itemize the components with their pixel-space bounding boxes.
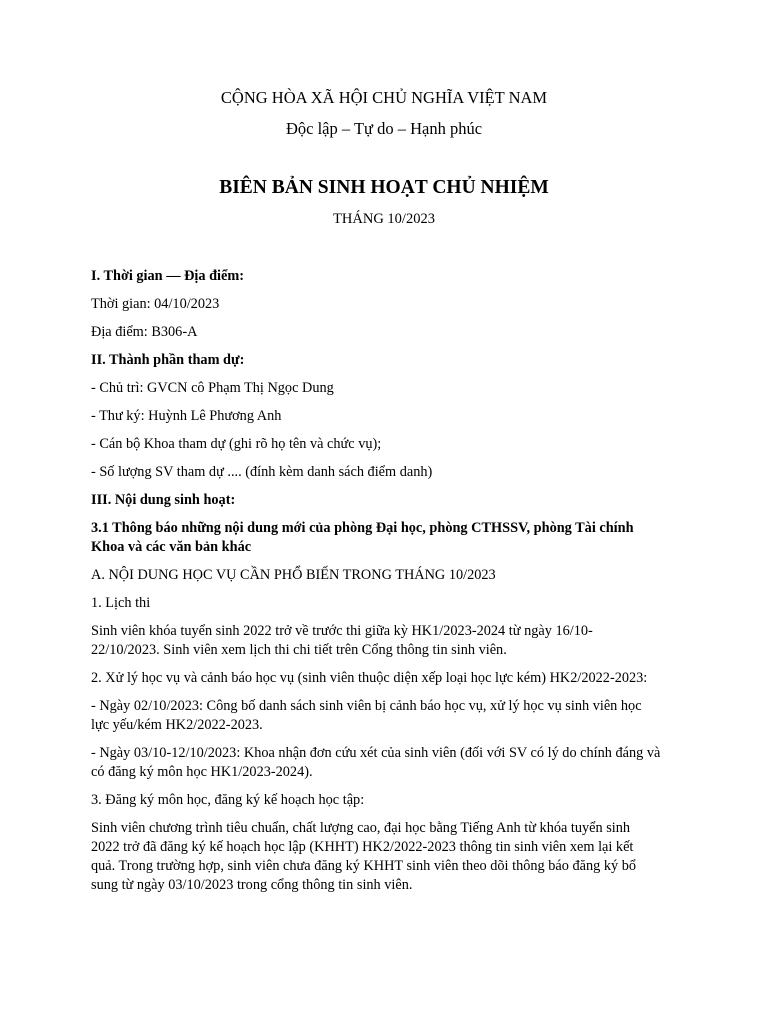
item-1-text: Sinh viên khóa tuyển sinh 2022 trở về trước thi giữa kỳ HK1/2023-2024 từ ngày 16/10-22/10/2023. Sinh viên xem lịch thi chi tiết trên Cổng thông tin sinh viên. <box>91 623 593 658</box>
attendee-chair: - Chủ trì: GVCN cô Phạm Thị Ngọc Dung <box>91 380 334 396</box>
item-2-point-a: - Ngày 02/10/2023: Công bố danh sách sinh viên bị cảnh báo học vụ, xử lý học vụ sinh viên học lực yếu/kém HK2/2022-2023. <box>91 698 642 733</box>
item-2-title: 2. Xử lý học vụ và cảnh báo học vụ (sinh viên thuộc diện xếp loại học lực kém) HK2/2022-2023: <box>91 670 648 686</box>
item-2-point-b: - Ngày 03/10-12/10/2023: Khoa nhận đơn cứu xét của sinh viên (đối với SV có lý do chính đáng và có đăng ký môn học HK1/2023-2024). <box>91 745 661 780</box>
national-title: CỘNG HÒA XÃ HỘI CHỦ NGHĨA VIỆT NAM <box>220 88 548 107</box>
document-body <box>91 267 661 904</box>
subsection-3-1-heading: 3.1 Thông báo những nội dung mới của phòng Đại học, phòng CTHSSV, phòng Tài chính Khoa và các văn bản khác <box>91 520 634 555</box>
meeting-place: Địa điểm: B306-A <box>91 324 198 340</box>
section-1-heading: I. Thời gian — Địa điểm: <box>91 268 245 284</box>
item-1-title: 1. Lịch thi <box>91 595 151 611</box>
attendee-faculty: - Cán bộ Khoa tham dự (ghi rõ họ tên và chức vụ); <box>91 436 382 452</box>
item-3-text: Sinh viên chương trình tiêu chuẩn, chất lượng cao, đại học bằng Tiếng Anh từ khóa tuyển sinh 2022 trở đã đăng ký kế hoạch học lập (KHHT) HK2/2022-2023 thông tin sinh viên xem lại kết quả. Trong trường hợp, sinh viên chưa đăng ký KHHT sinh viên theo dõi thông báo đăng ký bổ sung từ ngày 03/10/2023 trong cổng thông tin sinh viên. <box>91 820 636 893</box>
attendee-count: - Số lượng SV tham dự .... (đính kèm danh sách điểm danh) <box>91 464 433 480</box>
attendee-secretary: - Thư ký: Huỳnh Lê Phương Anh <box>91 408 282 424</box>
document-title: BIÊN BẢN SINH HOẠT CHỦ NHIỆM <box>219 177 549 198</box>
document-month: THÁNG 10/2023 <box>333 211 435 227</box>
section-2-heading: II. Thành phần tham dự: <box>91 352 245 368</box>
item-3-title: 3. Đăng ký môn học, đăng ký kế hoạch học tập: <box>91 792 365 808</box>
meeting-time: Thời gian: 04/10/2023 <box>91 296 220 312</box>
section-3-heading: III. Nội dung sinh hoạt: <box>91 492 236 508</box>
national-motto: Độc lập – Tự do – Hạnh phúc <box>285 119 483 138</box>
part-a-heading: A. NỘI DUNG HỌC VỤ CẦN PHỔ BIẾN TRONG THÁNG 10/2023 <box>91 567 496 583</box>
